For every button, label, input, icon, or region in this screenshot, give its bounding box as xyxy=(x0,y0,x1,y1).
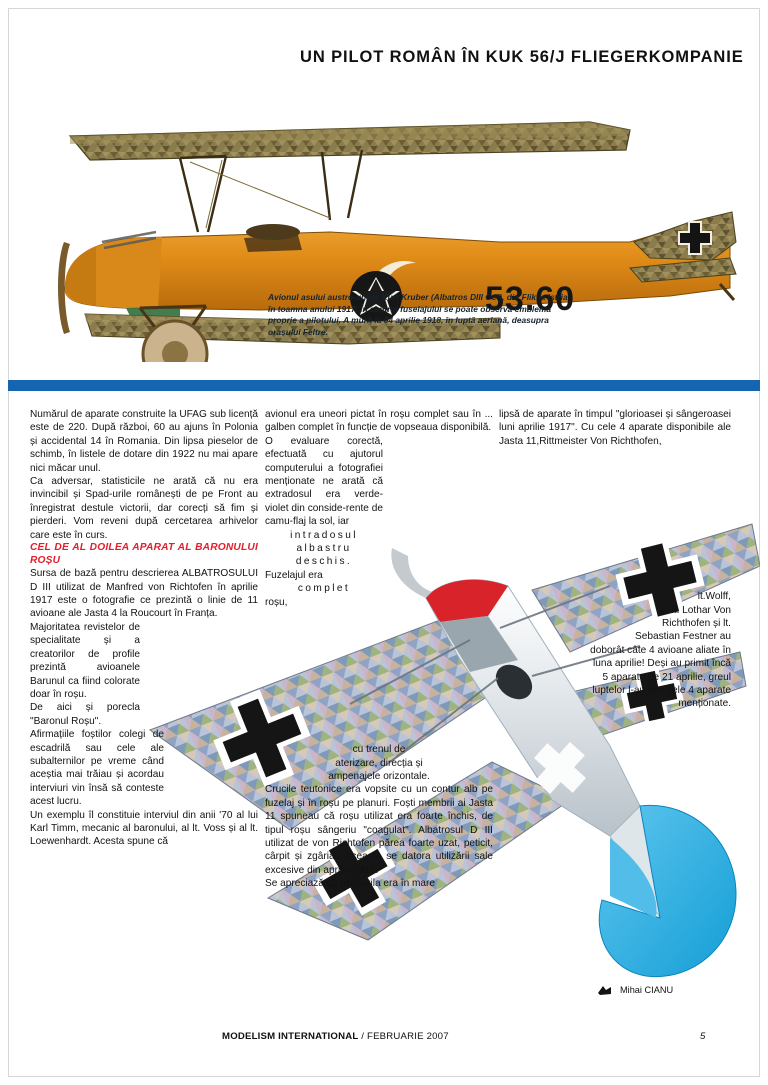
col3-wrapline-6: luna aprilie! Deși au primit încă xyxy=(592,658,731,670)
col1-paragraph-6-lead: Afirmațiile foștilor colegi de escadrilă sau cele ale subalternilor pe vreme când aceștia mai trăiau și acordau interviuri vin însă să conteste acest lucru. xyxy=(30,729,164,808)
footer-issue: FEBRUARIE 2007 xyxy=(367,1031,449,1042)
footer-separator: / xyxy=(358,1031,368,1042)
col1-paragraph-2: Ca adversar, statisticile ne arată că nu era invincibil și Spad-urile românești de pe Front au înregistrat destule victorii, dar corecți să fim și pierderi. Vom reveni după cercetarea arhivelor care este în curs. xyxy=(30,476,258,541)
page-title: UN PILOT ROMÂN ÎN KUK 56/J FLIEGERKOMPANIE xyxy=(300,48,744,66)
col2-paragraph-6: roșu, xyxy=(265,596,288,608)
author-signature: Mihai CIANU xyxy=(620,985,674,995)
col2-wrapline-3: ampenajele orizontale. xyxy=(328,770,430,782)
col1-paragraph-7: Un exemplu îl constituie interviul din anii '70 al lui Karl Timm, mecanic al baronului, al lt. Voss și al lt. Loewenhardt. Acesta spune că xyxy=(30,809,258,848)
col2-paragraph-2: O evaluare corectă, efectuată cu ajutorul computerului a fotografiei menționate ne arată că extradosul era verde-violet din conside-rente de camu-flaj la sol, iar xyxy=(265,435,383,528)
col3-wrapline-8: luptelor l-au dus cele 4 aparate xyxy=(592,685,731,697)
col1-paragraph-3: Sursa de bază pentru descrierea ALBATROSULUI D III utilizat de Manfred von Richtofen în aprilie 1917 este o fotografie ce prezintă o linie de 11 avioane ale Jasta 4 la Roucourt în Franța. xyxy=(30,568,258,620)
col2-paragraph-1: avionul era uneori pictat în roșu complet sau în ... galben complet în funcție de vopseaua disponibilă. xyxy=(265,409,493,434)
col1-paragraph-5: De aici și porecla "Baronul Roșu". xyxy=(30,702,140,727)
page-number: 5 xyxy=(700,1031,706,1042)
col3-wrapline-2: lt. Lothar Von xyxy=(671,604,731,616)
col3-wrapline-3: Richthofen și lt. xyxy=(661,618,731,630)
col2-paragraph-4: Fuzelajul era xyxy=(265,569,323,581)
col3-wrapline-1: lt.Wolff, xyxy=(697,591,731,603)
svg-text:53.60: 53.60 xyxy=(485,280,576,318)
footer xyxy=(222,1031,449,1042)
col2-wrapline-1: cu trenul de xyxy=(352,744,406,756)
col3-wrapline-9: menționate. xyxy=(678,698,731,710)
col2-spaced-word-3: deschis. xyxy=(295,556,353,568)
col1-paragraph-1: Numărul de aparate construite la UFAG sub licență este de 220. După război, 60 au ajuns în Polonia și accidental 14 în Romania. Din lipsa pieselor de schimb, în listele de dotare din 1922 nu mai apare nici măcar unul. xyxy=(30,409,258,474)
col2-paragraph-8: Crucile teutonice era vopsite cu un contur alb pe fuzelaj și în roșu pe planuri. Foști membrii ai Jasta 11 spuneau că roșu utilizat era foarte închis, de tipul roșu sângeriu "coagulat". Albatrosul D III utilizat de von Richtofen părea foarte uzat, peticit, cârpit și zgâriat. Aceasta se datora utilizării sale excesive din aprilie 1917. xyxy=(265,784,493,876)
col3-wrapline-5: doborât câte 4 avioane aliate în xyxy=(590,644,731,656)
footer-magazine-name: MODELISM INTERNATIONAL xyxy=(222,1031,359,1042)
section-heading-red: CEL DE AL DOILEA APARAT AL BARONULUI ROȘU xyxy=(30,542,258,566)
col3-paragraph-1: lipsă de aparate în timpul "glorioasei și sângeroasei luni aprilie 1917". Cu cele 4 aparate disponibile ale Jasta 11,Rittmeister Von Richthofen, xyxy=(499,409,731,447)
col1-paragraph-4: Majoritatea revistelor de specialitate și a creatorilor de profile prezintă avioanele Barunul ca fiind colorate doar în roșu. xyxy=(30,621,140,700)
col3-wrapline-7: 5 aparate pe 21 aprilie, greul xyxy=(602,671,731,683)
col2-spaced-word-2: albastru xyxy=(296,543,352,555)
col2-spaced-word-1: intradosul xyxy=(290,529,358,541)
col3-wrapline-4: Sebastian Festner au xyxy=(635,631,731,643)
col2-paragraph-9: Se apreciază că escadrila era în mare xyxy=(265,878,435,890)
col2-wrapline-2: aterizare, direcția și xyxy=(335,757,423,769)
body-column-1 xyxy=(30,408,258,849)
plane-silhouette-icon xyxy=(598,985,612,999)
section-divider xyxy=(8,380,760,391)
illustration-caption: Avionul asului austro-ungar Kurt Kruber (Albatros DIII Oef), din Flik la Istria în toamna anului 1917. În centrul fuselajului se poate observa emblema proprie a pilotului. A murit la 04 aprilie 1918, în luptă aeriană, deasupra orașului Feltre. xyxy=(268,292,568,337)
col2-spaced-word-4: complet xyxy=(297,583,351,595)
body-column-2 xyxy=(265,408,493,891)
body-column-3 xyxy=(499,408,731,711)
